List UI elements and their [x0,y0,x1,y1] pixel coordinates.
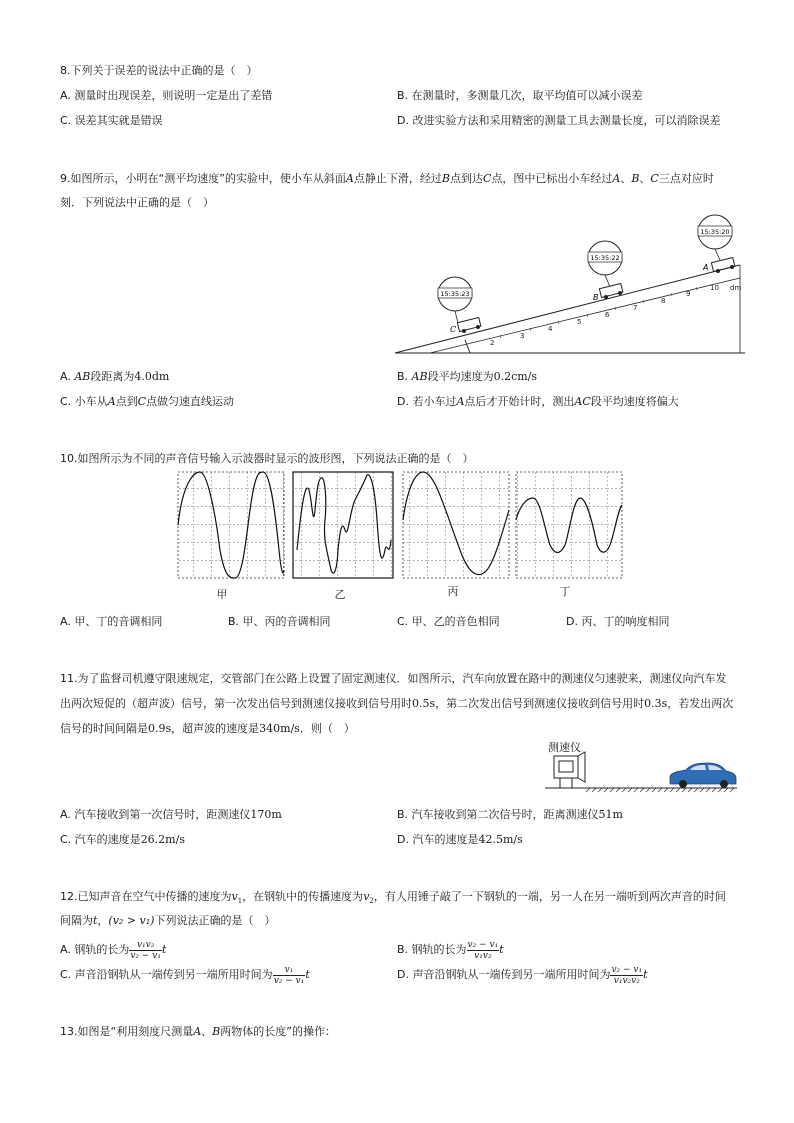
q10-option-c[interactable]: C. 甲、乙的音色相同 [397,615,500,628]
q12-stem-line2: 间隔为t，(v₂ > v₁)下列说法正确的是（ ） [60,914,276,927]
speed-detector-figure [540,750,740,795]
q12-option-d[interactable]: D. 声音沿钢轨从一端传到另一端所用时间为 $\frac{\text{v₂ − v₁}}{\text{v₁v₂v₂}}$ t [397,964,648,986]
q10-stem: 10.如图所示为不同的声音信号输入示波器时显示的波形图，下列说法正确的是（ ） [60,452,474,465]
waveform-label-ding: 丁 [559,585,571,598]
speed-detector-icon [554,752,585,788]
q8-stem: 8.下列关于误差的说法中正确的是（ ） [60,64,258,77]
waveform-ding [516,472,622,578]
ruler-num-10: 10 [710,284,719,292]
q10-option-b[interactable]: B. 甲、丙的音调相同 [228,615,331,628]
point-c-label: C [450,325,457,334]
speed-detector-label: 测速仪 [548,741,581,754]
clock-a-time: 15:35:20 [700,228,730,236]
point-b-label: B [593,293,599,302]
q11-stem-line1: 11.为了监督司机遵守限速规定，交管部门在公路上设置了固定测速仪．如图所示，汽车向放置在路中的测速仪匀速驶来，测速仪向汽车发 [60,672,727,685]
q8-option-c[interactable]: C. 误差其实就是错误 [60,114,163,127]
q13-stem: 13.如图是“利用刻度尺测量A、B两物体的长度”的操作： [60,1025,336,1038]
q12-option-c[interactable]: C. 声音沿钢轨从一端传到另一端所用时间为 $\frac{\text{v₁}}{\text{v₂ − v₁}}$ t [60,964,310,986]
point-a-label: A [703,263,709,272]
clock-c-time: 15:35:23 [440,290,470,298]
q9-option-a[interactable]: A. AB段距离为4.0dm [60,370,170,383]
ruler-num-9: 9 [686,290,691,298]
clock-b-time: 15:35:22 [590,254,620,262]
q9-stem-line1: 9.如图所示，小明在“测平均速度”的实验中，使小车从斜面A点静止下滑，经过B点到达C点，图中已标出小车经过A、B、C三点对应时 [60,172,714,185]
clock-b [588,241,622,287]
q9-option-b[interactable]: B. AB段平均速度为0.2cm/s [397,370,538,383]
q9-option-d[interactable]: D. 若小车过A点后才开始计时，测出AC段平均速度将偏大 [397,395,679,408]
waveform-figure [175,470,625,582]
ruler-num-8: 8 [661,297,666,305]
waveform-yi [293,472,393,578]
waveform-label-yi: 乙 [334,588,346,601]
q10-option-a[interactable]: A. 甲、丁的音调相同 [60,615,163,628]
q10-option-d[interactable]: D. 丙、丁的响度相同 [566,615,670,628]
incline-inner-line [430,278,740,353]
ruler-num-2: 2 [490,339,495,347]
clock-a [698,215,732,260]
q12-option-b[interactable]: B. 钢轨的长为 $\frac{\text{v₂ − v₁}}{\text{v₁v₂}}$ t [397,939,504,961]
q12-stem-line1: 12.已知声音在空气中传播的速度为$v_1$，在钢轨中的传播速度为$v_2$，有人用锤子敲了一下钢轨的一端，另一人在另一端听到两次声音的时间 [60,890,726,906]
q11-stem-line3: 信号的时间间隔是0.9s，超声波的速度是340m/s．则（ ） [60,722,355,735]
road-hatch [586,788,734,792]
ruler-unit: dm [730,284,742,292]
waveform-bing [403,472,509,578]
clock-c [438,277,472,323]
q9-stem-line2: 刻．下列说法中正确的是（ ） [60,196,214,209]
car-icon [670,763,736,788]
q11-option-a[interactable]: A. 汽车接收到第一次信号时，距测速仪170m [60,808,282,821]
q8-option-b[interactable]: B. 在测量时，多测量几次，取平均值可以减小误差 [397,89,643,102]
ruler-num-5: 5 [577,318,582,326]
q12-option-a[interactable]: A. 钢轨的长为 $\frac{\text{v₁v₂}}{\text{v₂ − v₁}}$ t [60,939,167,961]
waveform-jia [178,472,284,578]
car-b [599,283,623,299]
car-a [711,257,735,273]
q8-option-a[interactable]: A. 测量时出现误差，则说明一定是出了差错 [60,89,273,102]
q11-option-b[interactable]: B. 汽车接收到第二次信号时，距离测速仪51m [397,808,623,821]
ruler-num-4: 4 [548,325,553,333]
q11-stem-line2: 出两次短促的（超声波）信号，第一次发出信号到测速仪接收到信号用时0.5s，第二次发出信号到测速仪接收到信号用时0.3s，若发出两次 [60,697,734,710]
ruler-num-7: 7 [633,304,638,312]
q11-option-d[interactable]: D. 汽车的速度是42.5m/s [397,833,523,846]
waveform-label-jia: 甲 [216,588,228,601]
incline-figure [390,210,750,360]
ruler-num-3: 3 [520,332,525,340]
waveform-label-bing: 丙 [447,585,459,598]
q11-option-c[interactable]: C. 汽车的速度是26.2m/s [60,833,185,846]
q8-option-d[interactable]: D. 改进实验方法和采用精密的测量工具去测量长度，可以消除误差 [397,114,721,127]
ruler-num-6: 6 [605,311,610,319]
q9-option-c[interactable]: C. 小车从A点到C点做匀速直线运动 [60,395,235,408]
car-c [457,317,481,333]
